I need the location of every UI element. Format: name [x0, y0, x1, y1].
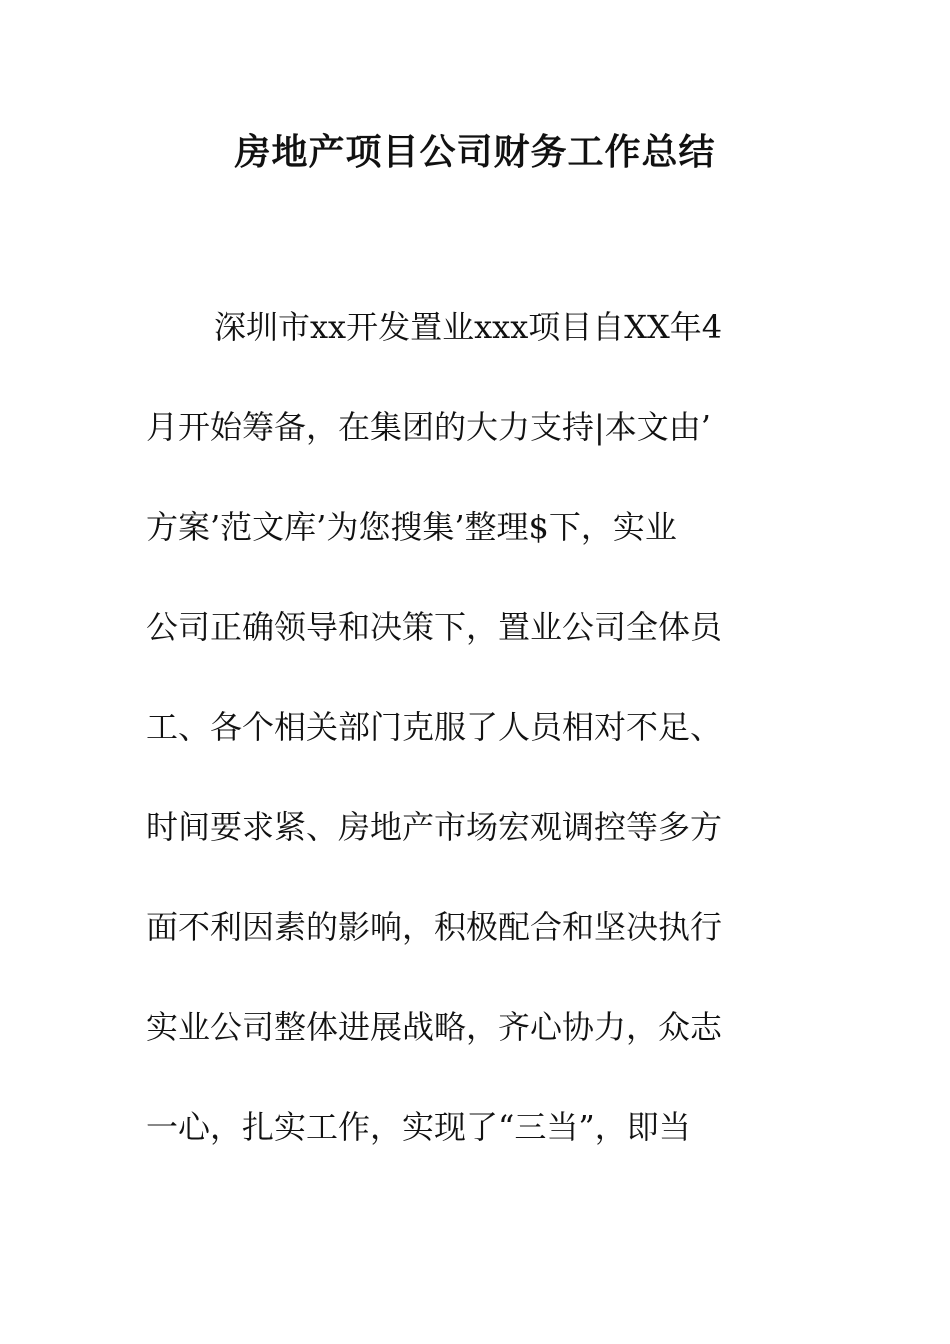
paragraph-line: 实业公司整体进展战略，齐心协力，众志	[146, 1008, 723, 1046]
document-title: 房地产项目公司财务工作总结	[234, 132, 716, 173]
paragraph-line: 深圳市xx开发置业xxx项目自XX年4	[214, 308, 723, 346]
paragraph-line: 一心，扎实工作，实现了“三当”，即当	[146, 1108, 691, 1146]
paragraph-line: 月开始筹备，在集团的大力支持|本文由’	[146, 408, 711, 446]
paragraph-line: 面不利因素的影响，积极配合和坚决执行	[146, 908, 723, 946]
document-body	[146, 302, 806, 1202]
paragraph-line: 公司正确领导和决策下，置业公司全体员	[146, 608, 723, 646]
paragraph-line: 方案’范文库’为您搜集’整理$下，实业	[146, 508, 677, 546]
paragraph-line: 时间要求紧、房地产市场宏观调控等多方	[146, 808, 723, 846]
paragraph-line: 工、各个相关部门克服了人员相对不足、	[146, 708, 723, 746]
